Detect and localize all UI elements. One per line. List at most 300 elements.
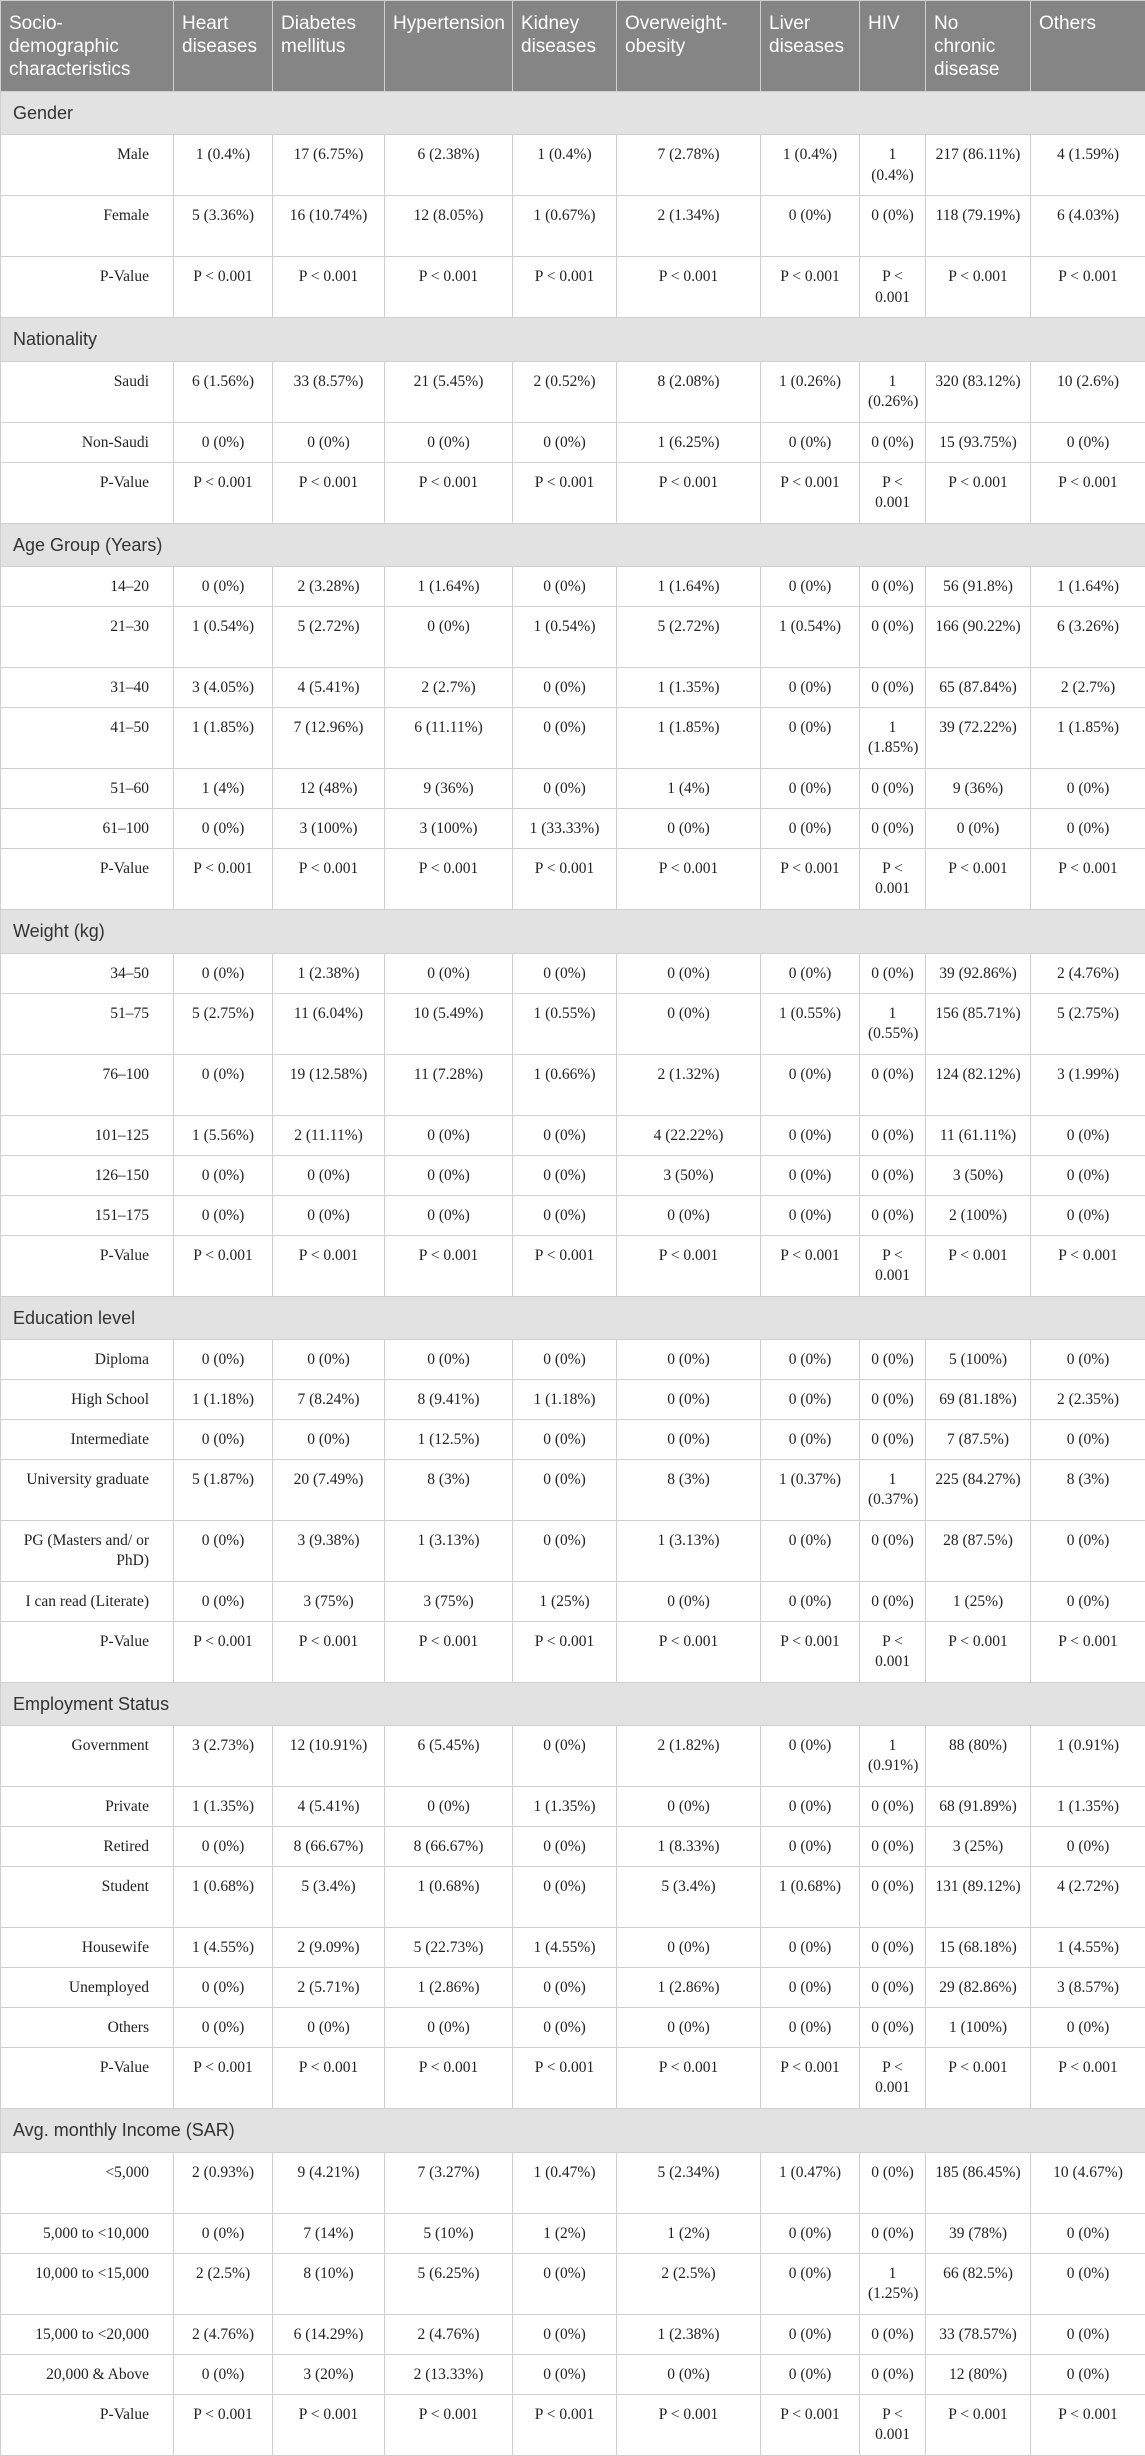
table-cell: 69 (81.18%) xyxy=(926,1379,1031,1419)
table-cell: 1 (0.37%) xyxy=(860,1459,926,1520)
table-cell: 8 (3%) xyxy=(617,1459,761,1520)
table-row xyxy=(1,2008,1145,2048)
table-cell: 2 (2.7%) xyxy=(385,668,513,708)
section-title: Weight (kg) xyxy=(1,910,1145,953)
table-cell: 0 (0%) xyxy=(385,2008,513,2048)
table-row xyxy=(1,1621,1145,1682)
table-cell: P < 0.001 xyxy=(174,2394,273,2455)
table-row xyxy=(1,1155,1145,1195)
table-cell: 0 (0%) xyxy=(761,1419,860,1459)
table-cell: 320 (83.12%) xyxy=(926,361,1031,422)
row-label: 15,000 to <20,000 xyxy=(1,2314,174,2354)
table-cell: 0 (0%) xyxy=(385,953,513,993)
table-cell: P < 0.001 xyxy=(617,1235,761,1296)
table-cell: 0 (0%) xyxy=(1031,2253,1145,2314)
table-cell: 0 (0%) xyxy=(174,1419,273,1459)
table-cell: P < 0.001 xyxy=(926,849,1031,910)
table-cell: 0 (0%) xyxy=(761,567,860,607)
table-cell: 12 (8.05%) xyxy=(385,196,513,257)
table-cell: 0 (0%) xyxy=(617,1419,761,1459)
table-row xyxy=(1,708,1145,769)
section-header-row xyxy=(1,2109,1145,2152)
table-cell: P < 0.001 xyxy=(174,849,273,910)
table-row xyxy=(1,1339,1145,1379)
table-cell: P < 0.001 xyxy=(1031,1235,1145,1296)
table-cell: P < 0.001 xyxy=(1031,2394,1145,2455)
table-row xyxy=(1,1928,1145,1968)
table-cell: P < 0.001 xyxy=(174,1621,273,1682)
table-cell: 0 (0%) xyxy=(513,422,617,462)
row-label: Saudi xyxy=(1,361,174,422)
row-label: Male xyxy=(1,135,174,196)
table-cell: 0 (0%) xyxy=(513,953,617,993)
table-row xyxy=(1,567,1145,607)
table-cell: 1 (8.33%) xyxy=(617,1827,761,1867)
table-cell: 0 (0%) xyxy=(617,1928,761,1968)
table-cell: 0 (0%) xyxy=(860,2354,926,2394)
table-cell: 8 (10%) xyxy=(273,2253,385,2314)
table-row xyxy=(1,257,1145,318)
table-cell: 0 (0%) xyxy=(513,1867,617,1928)
table-cell: 1 (1.35%) xyxy=(1031,1787,1145,1827)
table-cell: 1 (1.35%) xyxy=(513,1787,617,1827)
table-cell: 1 (4.55%) xyxy=(174,1928,273,1968)
table-cell: 0 (0%) xyxy=(860,1520,926,1581)
table-cell: 0 (0%) xyxy=(617,809,761,849)
section-title: Age Group (Years) xyxy=(1,523,1145,566)
table-cell: 0 (0%) xyxy=(174,1968,273,2008)
table-cell: 0 (0%) xyxy=(1031,1419,1145,1459)
table-cell: 0 (0%) xyxy=(860,668,926,708)
table-cell: 2 (2.7%) xyxy=(1031,668,1145,708)
table-cell: 156 (85.71%) xyxy=(926,993,1031,1054)
header-kidney-diseases: Kidney diseases xyxy=(513,1,617,92)
table-row xyxy=(1,809,1145,849)
table-row xyxy=(1,769,1145,809)
table-cell: 0 (0%) xyxy=(385,1115,513,1155)
table-cell: 1 (4.55%) xyxy=(1031,1928,1145,1968)
table-row xyxy=(1,1235,1145,1296)
table-cell: P < 0.001 xyxy=(513,2048,617,2109)
table-cell: P < 0.001 xyxy=(273,1235,385,1296)
table-cell: 0 (0%) xyxy=(174,2213,273,2253)
table-cell: 9 (36%) xyxy=(926,769,1031,809)
table-cell: 0 (0%) xyxy=(761,953,860,993)
row-label: Retired xyxy=(1,1827,174,1867)
table-cell: P < 0.001 xyxy=(385,2394,513,2455)
section-header-row xyxy=(1,92,1145,135)
row-label: I can read (Literate) xyxy=(1,1581,174,1621)
row-label: 31–40 xyxy=(1,668,174,708)
row-label: University graduate xyxy=(1,1459,174,1520)
table-cell: P < 0.001 xyxy=(860,462,926,523)
table-cell: 2 (100%) xyxy=(926,1195,1031,1235)
table-cell: 0 (0%) xyxy=(860,2314,926,2354)
table-cell: P < 0.001 xyxy=(617,1621,761,1682)
table-cell: 0 (0%) xyxy=(761,196,860,257)
row-label: 61–100 xyxy=(1,809,174,849)
table-cell: 6 (14.29%) xyxy=(273,2314,385,2354)
row-label: 76–100 xyxy=(1,1054,174,1115)
table-cell: 20 (7.49%) xyxy=(273,1459,385,1520)
table-row xyxy=(1,1968,1145,2008)
table-cell: 1 (2.38%) xyxy=(273,953,385,993)
table-cell: 1 (0.37%) xyxy=(761,1459,860,1520)
row-label: 51–75 xyxy=(1,993,174,1054)
table-cell: 0 (0%) xyxy=(617,1379,761,1419)
table-row xyxy=(1,607,1145,668)
table-cell: 0 (0%) xyxy=(174,2354,273,2394)
table-row xyxy=(1,2314,1145,2354)
table-cell: P < 0.001 xyxy=(513,257,617,318)
table-cell: 11 (7.28%) xyxy=(385,1054,513,1115)
table-cell: P < 0.001 xyxy=(385,849,513,910)
table-cell: 1 (4%) xyxy=(617,769,761,809)
table-cell: P < 0.001 xyxy=(385,1235,513,1296)
table-cell: 0 (0%) xyxy=(617,1339,761,1379)
table-cell: 1 (1.64%) xyxy=(1031,567,1145,607)
table-cell: 0 (0%) xyxy=(860,1867,926,1928)
row-label: P-Value xyxy=(1,2394,174,2455)
table-cell: 33 (8.57%) xyxy=(273,361,385,422)
table-cell: 4 (22.22%) xyxy=(617,1115,761,1155)
table-cell: 1 (25%) xyxy=(926,1581,1031,1621)
table-cell: P < 0.001 xyxy=(385,462,513,523)
table-cell: 8 (3%) xyxy=(385,1459,513,1520)
table-cell: 8 (3%) xyxy=(1031,1459,1145,1520)
table-row xyxy=(1,462,1145,523)
table-cell: 11 (61.11%) xyxy=(926,1115,1031,1155)
table-cell: 39 (72.22%) xyxy=(926,708,1031,769)
table-cell: 17 (6.75%) xyxy=(273,135,385,196)
table-cell: 12 (80%) xyxy=(926,2354,1031,2394)
table-cell: 5 (10%) xyxy=(385,2213,513,2253)
section-title: Avg. monthly Income (SAR) xyxy=(1,2109,1145,2152)
table-cell: P < 0.001 xyxy=(273,2048,385,2109)
table-cell: 0 (0%) xyxy=(273,1339,385,1379)
table-cell: 66 (82.5%) xyxy=(926,2253,1031,2314)
table-cell: 8 (9.41%) xyxy=(385,1379,513,1419)
table-cell: 1 (0.26%) xyxy=(761,361,860,422)
section-title: Employment Status xyxy=(1,1682,1145,1725)
header-overweight-obesity: Overweight-obesity xyxy=(617,1,761,92)
table-cell: 2 (2.35%) xyxy=(1031,1379,1145,1419)
row-label: Diploma xyxy=(1,1339,174,1379)
table-cell: 9 (36%) xyxy=(385,769,513,809)
table-cell: 0 (0%) xyxy=(174,1520,273,1581)
table-cell: 0 (0%) xyxy=(860,196,926,257)
table-cell: P < 0.001 xyxy=(926,1235,1031,1296)
table-cell: 1 (1.35%) xyxy=(174,1787,273,1827)
table-cell: 2 (4.76%) xyxy=(385,2314,513,2354)
table-row xyxy=(1,2213,1145,2253)
table-cell: 7 (12.96%) xyxy=(273,708,385,769)
table-cell: 0 (0%) xyxy=(761,708,860,769)
table-cell: P < 0.001 xyxy=(617,849,761,910)
header-characteristics: Socio-demographic characteristics xyxy=(1,1,174,92)
table-cell: 0 (0%) xyxy=(860,769,926,809)
table-cell: P < 0.001 xyxy=(761,2394,860,2455)
table-row xyxy=(1,196,1145,257)
table-cell: 2 (1.82%) xyxy=(617,1726,761,1787)
table-cell: 1 (100%) xyxy=(926,2008,1031,2048)
table-cell: 0 (0%) xyxy=(1031,2213,1145,2253)
table-row xyxy=(1,135,1145,196)
row-label: Non-Saudi xyxy=(1,422,174,462)
table-cell: 2 (5.71%) xyxy=(273,1968,385,2008)
table-cell: 0 (0%) xyxy=(860,1581,926,1621)
table-cell: P < 0.001 xyxy=(926,462,1031,523)
table-cell: 0 (0%) xyxy=(513,1726,617,1787)
table-cell: P < 0.001 xyxy=(174,1235,273,1296)
table-cell: 3 (1.99%) xyxy=(1031,1054,1145,1115)
table-cell: 0 (0%) xyxy=(1031,1827,1145,1867)
table-cell: 0 (0%) xyxy=(174,1054,273,1115)
table-cell: 21 (5.45%) xyxy=(385,361,513,422)
table-cell: 1 (0.47%) xyxy=(513,2152,617,2213)
table-cell: P < 0.001 xyxy=(860,849,926,910)
table-cell: 0 (0%) xyxy=(617,1581,761,1621)
row-label: 5,000 to <10,000 xyxy=(1,2213,174,2253)
table-cell: 0 (0%) xyxy=(761,1054,860,1115)
table-cell: P < 0.001 xyxy=(860,2048,926,2109)
table-cell: 124 (82.12%) xyxy=(926,1054,1031,1115)
table-cell: P < 0.001 xyxy=(761,462,860,523)
table-cell: 3 (75%) xyxy=(273,1581,385,1621)
section-header-row xyxy=(1,318,1145,361)
row-label: PG (Masters and/ or PhD) xyxy=(1,1520,174,1581)
table-cell: 1 (1.85%) xyxy=(860,708,926,769)
table-cell: 2 (2.5%) xyxy=(174,2253,273,2314)
table-cell: P < 0.001 xyxy=(273,849,385,910)
section-header-row xyxy=(1,523,1145,566)
table-cell: 3 (100%) xyxy=(385,809,513,849)
table-cell: 29 (82.86%) xyxy=(926,1968,1031,2008)
table-body xyxy=(1,92,1145,2456)
table-cell: 0 (0%) xyxy=(860,1155,926,1195)
section-header-row xyxy=(1,1682,1145,1725)
table-cell: 0 (0%) xyxy=(860,1787,926,1827)
table-cell: 0 (0%) xyxy=(513,1968,617,2008)
table-row xyxy=(1,1195,1145,1235)
table-cell: 0 (0%) xyxy=(174,1581,273,1621)
table-cell: P < 0.001 xyxy=(617,2394,761,2455)
row-label: Others xyxy=(1,2008,174,2048)
table-cell: 0 (0%) xyxy=(761,668,860,708)
table-cell: 9 (4.21%) xyxy=(273,2152,385,2213)
table-cell: P < 0.001 xyxy=(926,257,1031,318)
table-cell: 5 (100%) xyxy=(926,1339,1031,1379)
row-label: 34–50 xyxy=(1,953,174,993)
table-cell: 0 (0%) xyxy=(1031,1520,1145,1581)
table-cell: 0 (0%) xyxy=(1031,1339,1145,1379)
table-cell: P < 0.001 xyxy=(273,257,385,318)
table-row xyxy=(1,1054,1145,1115)
row-label: 151–175 xyxy=(1,1195,174,1235)
table-cell: 7 (87.5%) xyxy=(926,1419,1031,1459)
table-cell: 33 (78.57%) xyxy=(926,2314,1031,2354)
table-cell: 0 (0%) xyxy=(513,1419,617,1459)
table-cell: 1 (5.56%) xyxy=(174,1115,273,1155)
row-label: 20,000 & Above xyxy=(1,2354,174,2394)
table-cell: 0 (0%) xyxy=(1031,1581,1145,1621)
table-cell: 0 (0%) xyxy=(860,1339,926,1379)
table-cell: P < 0.001 xyxy=(513,849,617,910)
row-label: 101–125 xyxy=(1,1115,174,1155)
table-cell: 1 (1.18%) xyxy=(174,1379,273,1419)
table-cell: 0 (0%) xyxy=(513,1195,617,1235)
table-cell: 0 (0%) xyxy=(1031,1155,1145,1195)
table-cell: P < 0.001 xyxy=(1031,2048,1145,2109)
table-cell: 2 (0.52%) xyxy=(513,361,617,422)
table-cell: P < 0.001 xyxy=(860,1235,926,1296)
row-label: 10,000 to <15,000 xyxy=(1,2253,174,2314)
table-cell: 4 (5.41%) xyxy=(273,1787,385,1827)
header-no-chronic-disease: No chronic disease xyxy=(926,1,1031,92)
table-cell: P < 0.001 xyxy=(273,2394,385,2455)
table-cell: 1 (0.4%) xyxy=(761,135,860,196)
row-label: 51–60 xyxy=(1,769,174,809)
table-cell: 2 (2.5%) xyxy=(617,2253,761,2314)
table-cell: 0 (0%) xyxy=(860,1115,926,1155)
table-row xyxy=(1,1867,1145,1928)
table-cell: 3 (20%) xyxy=(273,2354,385,2394)
table-cell: 0 (0%) xyxy=(761,809,860,849)
table-cell: P < 0.001 xyxy=(761,1235,860,1296)
table-cell: 2 (13.33%) xyxy=(385,2354,513,2394)
table-cell: 1 (1.85%) xyxy=(617,708,761,769)
table-cell: P < 0.001 xyxy=(174,257,273,318)
row-label: P-Value xyxy=(1,1621,174,1682)
table-cell: P < 0.001 xyxy=(761,257,860,318)
row-label: Unemployed xyxy=(1,1968,174,2008)
table-cell: 0 (0%) xyxy=(617,993,761,1054)
table-row xyxy=(1,422,1145,462)
table-cell: P < 0.001 xyxy=(617,462,761,523)
table-cell: 0 (0%) xyxy=(513,769,617,809)
table-cell: 0 (0%) xyxy=(174,1827,273,1867)
table-cell: 5 (2.72%) xyxy=(273,607,385,668)
table-row xyxy=(1,993,1145,1054)
table-cell: 2 (1.32%) xyxy=(617,1054,761,1115)
table-cell: 0 (0%) xyxy=(761,2213,860,2253)
table-cell: 0 (0%) xyxy=(273,1155,385,1195)
table-cell: 0 (0%) xyxy=(860,567,926,607)
table-row xyxy=(1,1419,1145,1459)
table-cell: 1 (0.54%) xyxy=(174,607,273,668)
table-cell: 7 (14%) xyxy=(273,2213,385,2253)
table-cell: 0 (0%) xyxy=(513,1520,617,1581)
table-cell: 0 (0%) xyxy=(761,1968,860,2008)
table-cell: 0 (0%) xyxy=(860,953,926,993)
table-cell: 0 (0%) xyxy=(174,2008,273,2048)
table-cell: 12 (48%) xyxy=(273,769,385,809)
table-cell: 19 (12.58%) xyxy=(273,1054,385,1115)
table-cell: 131 (89.12%) xyxy=(926,1867,1031,1928)
table-cell: 0 (0%) xyxy=(860,1195,926,1235)
table-cell: 0 (0%) xyxy=(513,1155,617,1195)
table-cell: 6 (4.03%) xyxy=(1031,196,1145,257)
table-cell: 0 (0%) xyxy=(860,1827,926,1867)
table-cell: P < 0.001 xyxy=(926,2048,1031,2109)
table-cell: 8 (66.67%) xyxy=(273,1827,385,1867)
table-cell: 15 (93.75%) xyxy=(926,422,1031,462)
table-cell: 2 (1.34%) xyxy=(617,196,761,257)
table-cell: 1 (2.38%) xyxy=(617,2314,761,2354)
header-others: Others xyxy=(1031,1,1145,92)
table-cell: P < 0.001 xyxy=(273,1621,385,1682)
table-cell: 0 (0%) xyxy=(513,567,617,607)
row-label: P-Value xyxy=(1,257,174,318)
table-cell: 1 (2.86%) xyxy=(617,1968,761,2008)
table-row xyxy=(1,1726,1145,1787)
table-cell: 1 (0.55%) xyxy=(860,993,926,1054)
table-cell: P < 0.001 xyxy=(761,2048,860,2109)
header-liver-diseases: Liver diseases xyxy=(761,1,860,92)
table-cell: P < 0.001 xyxy=(513,1235,617,1296)
table-cell: P < 0.001 xyxy=(385,1621,513,1682)
table-cell: 1 (33.33%) xyxy=(513,809,617,849)
table-cell: 0 (0%) xyxy=(513,2354,617,2394)
table-cell: 0 (0%) xyxy=(860,422,926,462)
table-cell: 10 (5.49%) xyxy=(385,993,513,1054)
row-label: Housewife xyxy=(1,1928,174,1968)
table-cell: 0 (0%) xyxy=(1031,809,1145,849)
table-cell: 5 (2.72%) xyxy=(617,607,761,668)
table-cell: 0 (0%) xyxy=(385,422,513,462)
table-cell: 0 (0%) xyxy=(273,1419,385,1459)
table-cell: 5 (22.73%) xyxy=(385,1928,513,1968)
table-cell: 0 (0%) xyxy=(617,1787,761,1827)
table-cell: 0 (0%) xyxy=(1031,422,1145,462)
table-cell: 3 (25%) xyxy=(926,1827,1031,1867)
table-cell: P < 0.001 xyxy=(385,257,513,318)
table-cell: 8 (66.67%) xyxy=(385,1827,513,1867)
table-cell: 7 (2.78%) xyxy=(617,135,761,196)
table-cell: 2 (3.28%) xyxy=(273,567,385,607)
section-header-row xyxy=(1,1296,1145,1339)
table-cell: 0 (0%) xyxy=(761,1379,860,1419)
table-cell: 0 (0%) xyxy=(860,1928,926,1968)
table-cell: 0 (0%) xyxy=(860,1054,926,1115)
table-cell: 2 (11.11%) xyxy=(273,1115,385,1155)
table-cell: 217 (86.11%) xyxy=(926,135,1031,196)
table-row xyxy=(1,1787,1145,1827)
table-cell: 10 (2.6%) xyxy=(1031,361,1145,422)
table-cell: 0 (0%) xyxy=(174,1155,273,1195)
row-label: Student xyxy=(1,1867,174,1928)
table-cell: 0 (0%) xyxy=(860,809,926,849)
table-cell: 7 (8.24%) xyxy=(273,1379,385,1419)
table-cell: 3 (9.38%) xyxy=(273,1520,385,1581)
table-cell: 0 (0%) xyxy=(761,1726,860,1787)
table-cell: 8 (2.08%) xyxy=(617,361,761,422)
table-cell: 5 (3.4%) xyxy=(617,1867,761,1928)
table-cell: 0 (0%) xyxy=(1031,1115,1145,1155)
table-cell: 0 (0%) xyxy=(761,1928,860,1968)
table-cell: 1 (0.91%) xyxy=(1031,1726,1145,1787)
table-cell: 1 (0.55%) xyxy=(761,993,860,1054)
table-cell: P < 0.001 xyxy=(174,2048,273,2109)
table-cell: 0 (0%) xyxy=(513,2008,617,2048)
table-cell: 1 (25%) xyxy=(513,1581,617,1621)
table-cell: 0 (0%) xyxy=(174,422,273,462)
table-cell: 1 (0.4%) xyxy=(860,135,926,196)
table-cell: P < 0.001 xyxy=(617,257,761,318)
table-cell: P < 0.001 xyxy=(513,1621,617,1682)
table-cell: 2 (4.76%) xyxy=(1031,953,1145,993)
table-cell: 0 (0%) xyxy=(761,2354,860,2394)
